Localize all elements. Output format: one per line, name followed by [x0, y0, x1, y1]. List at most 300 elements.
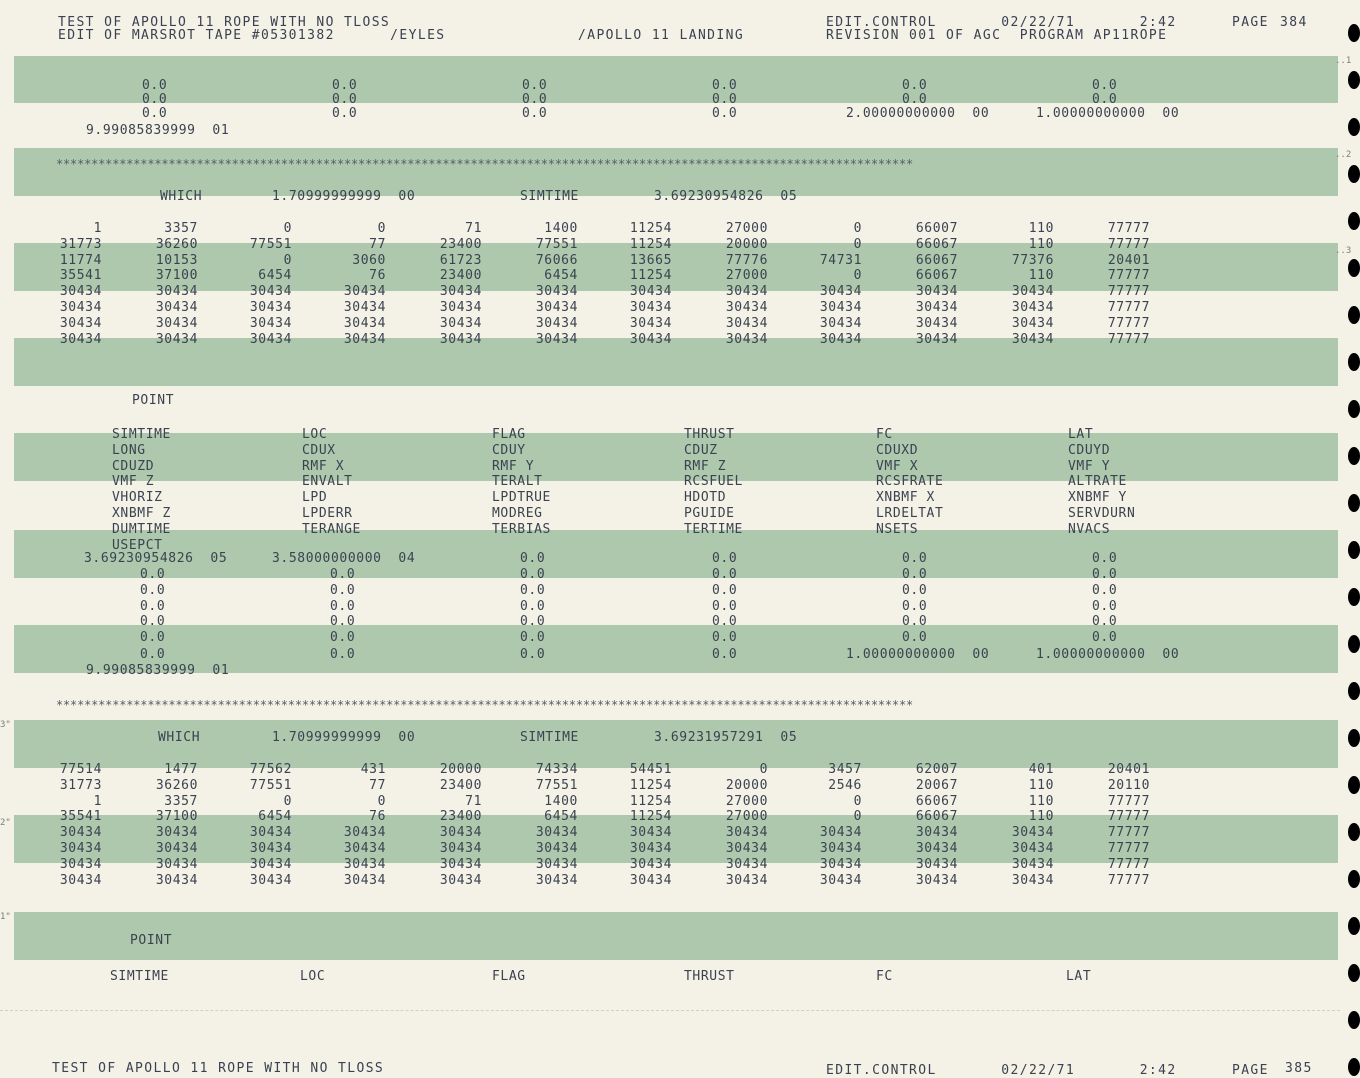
- table-cell: 77562: [249, 762, 292, 777]
- point-label: POINT: [130, 933, 173, 948]
- tractor-hole: [1348, 259, 1360, 277]
- table-cell: 30434: [535, 856, 578, 872]
- table-cell: 77777: [1107, 825, 1150, 841]
- table-cell: 30434: [155, 284, 198, 300]
- table-cell: 110: [1028, 236, 1054, 252]
- variable-label: LPD: [302, 490, 328, 506]
- table-cell: 36260: [155, 236, 198, 252]
- table-cell: 27000: [725, 809, 768, 825]
- table-cell: 77777: [1107, 236, 1150, 252]
- header-revision: REVISION 001 OF AGC PROGRAM AP11ROPE: [826, 28, 1168, 43]
- point-value: 0.0: [520, 647, 546, 662]
- tractor-hole: [1348, 917, 1360, 935]
- variable-label: CDUYD: [1068, 442, 1111, 458]
- table-cell: 30434: [249, 841, 292, 856]
- table-cell: 20401: [1107, 252, 1150, 268]
- variable-label: XNBMF Y: [1068, 490, 1127, 506]
- point-value: 0.0: [520, 614, 546, 630]
- float-value: 9.99085839999 01: [86, 123, 230, 138]
- table-cell: 77777: [1107, 300, 1150, 315]
- variable-label: LAT: [1068, 427, 1094, 442]
- table-cell: 30434: [1011, 856, 1054, 872]
- zero-value: 0.0: [332, 78, 358, 93]
- which-label: WHICH: [158, 730, 201, 745]
- table-cell: 66067: [915, 793, 958, 809]
- point-value: 0.0: [330, 630, 356, 646]
- table-cell: 23400: [439, 809, 482, 825]
- table-cell: 30434: [1011, 284, 1054, 300]
- variable-label: RCSFUEL: [684, 474, 743, 490]
- table-cell: 1400: [544, 221, 578, 236]
- table-cell: 30434: [439, 300, 482, 315]
- table-cell: 20000: [725, 777, 768, 793]
- table-cell: 30434: [59, 331, 102, 347]
- point-value: 0.0: [1092, 551, 1118, 566]
- table-cell: 30434: [249, 300, 292, 315]
- variable-label: SERVDURN: [1068, 506, 1136, 521]
- table-cell: 37100: [155, 268, 198, 284]
- point-value: 0.0: [1092, 582, 1118, 598]
- table-cell: 30434: [1011, 825, 1054, 841]
- tractor-hole: [1348, 964, 1360, 982]
- variable-label: VMF X: [876, 458, 919, 474]
- point-value: 0.0: [140, 614, 166, 630]
- table-cell: 30434: [439, 331, 482, 347]
- table-cell: 54451: [629, 762, 672, 777]
- table-cell: 77777: [1107, 856, 1150, 872]
- table-cell: 23400: [439, 268, 482, 284]
- variable-label: XNBMF X: [876, 490, 935, 506]
- table-cell: 66067: [915, 236, 958, 252]
- table-cell: 30434: [915, 856, 958, 872]
- tractor-hole: [1348, 776, 1360, 794]
- zero-value: 0.0: [142, 92, 168, 107]
- point-value: 0.0: [520, 598, 546, 614]
- tractor-hole: [1348, 71, 1360, 89]
- table-cell: 30434: [155, 315, 198, 331]
- table-cell: 1: [93, 793, 102, 809]
- which-value: 1.70999999999 00: [272, 189, 416, 204]
- which-label: WHICH: [160, 189, 203, 204]
- table-cell: 30434: [725, 284, 768, 300]
- table-cell: 30434: [819, 872, 862, 888]
- table-cell: 30434: [819, 315, 862, 331]
- table-cell: 0: [853, 793, 862, 809]
- point-value: 0.0: [520, 630, 546, 646]
- margin-tick: ..3: [1335, 246, 1352, 256]
- table-cell: 6454: [258, 809, 292, 825]
- zero-value: 0.0: [142, 106, 168, 121]
- point-value: 0.0: [520, 551, 546, 566]
- table-cell: 13665: [629, 252, 672, 268]
- tractor-hole: [1348, 306, 1360, 324]
- table-cell: 0: [283, 221, 292, 236]
- table-cell: 30434: [629, 300, 672, 315]
- variable-label: ENVALT: [302, 474, 353, 490]
- table-cell: 2546: [828, 777, 862, 793]
- variable-label: DUMTIME: [112, 521, 171, 537]
- table-cell: 30434: [915, 300, 958, 315]
- table-cell: 23400: [439, 236, 482, 252]
- tractor-hole: [1348, 823, 1360, 841]
- table-cell: 20000: [439, 762, 482, 777]
- table-cell: 3357: [164, 793, 198, 809]
- table-cell: 27000: [725, 268, 768, 284]
- table-cell: 77777: [1107, 331, 1150, 347]
- point-value: 0.0: [712, 582, 738, 598]
- table-cell: 30434: [439, 841, 482, 856]
- margin-tick: ..2: [1335, 150, 1352, 160]
- float-value: 9.99085839999 01: [86, 663, 230, 678]
- table-cell: 30434: [915, 841, 958, 856]
- table-cell: 77776: [725, 252, 768, 268]
- variable-label: SIMTIME: [112, 427, 171, 442]
- table-cell: 71: [465, 793, 482, 809]
- variable-label: FLAG: [492, 427, 526, 442]
- table-cell: 30434: [343, 284, 386, 300]
- table-cell: 66007: [915, 221, 958, 236]
- table-cell: 30434: [155, 872, 198, 888]
- tractor-hole: [1348, 118, 1360, 136]
- variable-label: THRUST: [684, 427, 735, 442]
- tractor-hole: [1348, 635, 1360, 653]
- table-cell: 74731: [819, 252, 862, 268]
- table-cell: 0: [853, 221, 862, 236]
- table-cell: 30434: [535, 284, 578, 300]
- variable-label: SIMTIME: [110, 969, 169, 984]
- tractor-hole: [1348, 1058, 1360, 1076]
- table-cell: 30434: [629, 284, 672, 300]
- table-cell: 30434: [629, 872, 672, 888]
- table-cell: 30434: [249, 315, 292, 331]
- variable-label: FC: [876, 427, 893, 442]
- table-cell: 30434: [343, 841, 386, 856]
- table-cell: 30434: [725, 872, 768, 888]
- table-cell: 20401: [1107, 762, 1150, 777]
- table-cell: 76066: [535, 252, 578, 268]
- table-cell: 30434: [155, 856, 198, 872]
- table-cell: 77: [369, 236, 386, 252]
- table-cell: 76: [369, 268, 386, 284]
- table-cell: 30434: [1011, 872, 1054, 888]
- table-cell: 3060: [352, 252, 386, 268]
- point-value: 0.0: [1092, 630, 1118, 646]
- table-cell: 0: [283, 793, 292, 809]
- table-cell: 110: [1028, 221, 1054, 236]
- table-cell: 0: [759, 762, 768, 777]
- table-cell: 30434: [819, 331, 862, 347]
- variable-label: NSETS: [876, 521, 919, 537]
- table-cell: 30434: [1011, 331, 1054, 347]
- point-value: 0.0: [140, 647, 166, 662]
- tractor-hole: [1348, 870, 1360, 888]
- variable-label: LPDERR: [302, 506, 353, 521]
- tractor-hole: [1348, 729, 1360, 747]
- table-cell: 431: [360, 762, 386, 777]
- point-value: 0.0: [330, 647, 356, 662]
- table-cell: 30434: [343, 315, 386, 331]
- point-value: 0.0: [330, 614, 356, 630]
- table-cell: 37100: [155, 809, 198, 825]
- table-cell: 77777: [1107, 284, 1150, 300]
- variable-label: TERANGE: [302, 521, 361, 537]
- variable-label: RMF Z: [684, 458, 727, 474]
- table-cell: 30434: [249, 331, 292, 347]
- table-cell: 30434: [439, 856, 482, 872]
- variable-label: TERBIAS: [492, 521, 551, 537]
- point-value: 0.0: [520, 582, 546, 598]
- table-cell: 66067: [915, 252, 958, 268]
- table-cell: 77551: [249, 777, 292, 793]
- variable-label: LONG: [112, 442, 146, 458]
- tractor-hole: [1348, 682, 1360, 700]
- table-cell: 30434: [819, 825, 862, 841]
- table-cell: 30434: [155, 331, 198, 347]
- table-cell: 6454: [544, 809, 578, 825]
- point-value: 0.0: [712, 598, 738, 614]
- variable-label: LOC: [300, 969, 326, 984]
- table-cell: 30434: [59, 300, 102, 315]
- table-cell: 30434: [155, 841, 198, 856]
- table-cell: 30434: [819, 841, 862, 856]
- point-value: 0.0: [1092, 598, 1118, 614]
- zero-value: 0.0: [522, 78, 548, 93]
- variable-label: HDOTD: [684, 490, 727, 506]
- table-cell: 3357: [164, 221, 198, 236]
- table-cell: 62007: [915, 762, 958, 777]
- zero-value: 0.0: [142, 78, 168, 93]
- table-cell: 1477: [164, 762, 198, 777]
- table-cell: 30434: [343, 300, 386, 315]
- point-value: 0.0: [520, 567, 546, 582]
- greenbar-band: [14, 433, 1338, 481]
- header-center-title: /APOLLO 11 LANDING: [578, 28, 745, 43]
- table-cell: 77777: [1107, 841, 1150, 856]
- table-cell: 36260: [155, 777, 198, 793]
- float-value: 1.00000000000 00: [846, 647, 990, 662]
- simtime-label: SIMTIME: [520, 730, 579, 745]
- table-cell: 77551: [535, 236, 578, 252]
- table-cell: 30434: [725, 841, 768, 856]
- variable-label: VMF Z: [112, 474, 155, 490]
- point-value: 0.0: [902, 582, 928, 598]
- table-cell: 20000: [725, 236, 768, 252]
- table-cell: 30434: [725, 300, 768, 315]
- zero-value: 0.0: [902, 78, 928, 93]
- table-cell: 30434: [249, 825, 292, 841]
- table-cell: 30434: [915, 825, 958, 841]
- table-cell: 30434: [1011, 841, 1054, 856]
- variable-label: THRUST: [684, 969, 735, 984]
- table-cell: 6454: [258, 268, 292, 284]
- point-value: 0.0: [712, 567, 738, 582]
- variable-label: TERTIME: [684, 521, 743, 537]
- point-value: 0.0: [902, 598, 928, 614]
- table-cell: 77514: [59, 762, 102, 777]
- variable-label: FC: [876, 969, 893, 984]
- variable-label: LRDELTAT: [876, 506, 944, 521]
- table-cell: 30434: [439, 872, 482, 888]
- table-cell: 30434: [725, 331, 768, 347]
- footer-edit-control: EDIT.CONTROL 02/22/71 2:42 PAGE: [826, 1063, 1269, 1078]
- zero-value: 0.0: [712, 92, 738, 107]
- variable-label: CDUZD: [112, 458, 155, 474]
- point-value: 0.0: [1092, 614, 1118, 630]
- table-cell: 30434: [1011, 300, 1054, 315]
- point-value: 0.0: [902, 567, 928, 582]
- table-cell: 76: [369, 809, 386, 825]
- variable-label: MODREG: [492, 506, 543, 521]
- table-cell: 1400: [544, 793, 578, 809]
- table-cell: 30434: [535, 872, 578, 888]
- point-value: 0.0: [712, 614, 738, 630]
- table-cell: 30434: [343, 872, 386, 888]
- zero-value: 0.0: [712, 78, 738, 93]
- variable-label: LPDTRUE: [492, 490, 551, 506]
- table-cell: 77777: [1107, 221, 1150, 236]
- point-label: POINT: [132, 393, 175, 408]
- table-cell: 77777: [1107, 809, 1150, 825]
- table-cell: 0: [283, 252, 292, 268]
- zero-value: 0.0: [522, 92, 548, 107]
- table-cell: 401: [1028, 762, 1054, 777]
- tractor-hole: [1348, 212, 1360, 230]
- table-cell: 11774: [59, 252, 102, 268]
- table-cell: 30434: [629, 331, 672, 347]
- variable-label: XNBMF Z: [112, 506, 171, 521]
- variable-label: CDUZ: [684, 442, 718, 458]
- tractor-hole: [1348, 494, 1360, 512]
- greenbar-band: [14, 56, 1338, 103]
- point-value: 0.0: [140, 630, 166, 646]
- table-cell: 11254: [629, 268, 672, 284]
- variable-label: CDUXD: [876, 442, 919, 458]
- which-value: 1.70999999999 00: [272, 730, 416, 745]
- table-cell: 77777: [1107, 793, 1150, 809]
- page-number: 384: [1280, 15, 1308, 30]
- table-cell: 30434: [629, 825, 672, 841]
- point-value: 0.0: [902, 630, 928, 646]
- variable-label: RMF X: [302, 458, 345, 474]
- table-cell: 30434: [249, 872, 292, 888]
- variable-label: TERALT: [492, 474, 543, 490]
- star-separator: **************************************************************************************************************************: [56, 698, 914, 712]
- header-edit-control: EDIT.CONTROL 02/22/71 2:42 PAGE: [826, 15, 1269, 30]
- table-cell: 23400: [439, 777, 482, 793]
- point-value: 0.0: [712, 551, 738, 566]
- table-cell: 110: [1028, 268, 1054, 284]
- table-cell: 30434: [915, 284, 958, 300]
- table-cell: 30434: [725, 315, 768, 331]
- table-cell: 0: [853, 236, 862, 252]
- zero-value: 0.0: [1092, 78, 1118, 93]
- table-cell: 30434: [59, 872, 102, 888]
- table-cell: 30434: [155, 825, 198, 841]
- table-cell: 110: [1028, 777, 1054, 793]
- table-cell: 30434: [343, 825, 386, 841]
- point-value: 0.0: [902, 551, 928, 566]
- variable-label: PGUIDE: [684, 506, 735, 521]
- variable-label: FLAG: [492, 969, 526, 984]
- table-cell: 77777: [1107, 872, 1150, 888]
- table-cell: 30434: [819, 284, 862, 300]
- variable-label: RMF Y: [492, 458, 535, 474]
- table-cell: 30434: [59, 841, 102, 856]
- table-cell: 27000: [725, 221, 768, 236]
- variable-label: CDUX: [302, 442, 336, 458]
- table-cell: 31773: [59, 236, 102, 252]
- simtime-value: 3.69231957291 05: [654, 730, 798, 745]
- table-cell: 27000: [725, 793, 768, 809]
- point-value: 3.69230954826 05: [84, 551, 228, 566]
- table-cell: 35541: [59, 268, 102, 284]
- star-separator: **************************************************************************************************************************: [56, 157, 914, 171]
- table-cell: 30434: [535, 331, 578, 347]
- table-cell: 30434: [343, 331, 386, 347]
- table-cell: 30434: [439, 315, 482, 331]
- page-perforation: [0, 1010, 1340, 1011]
- margin-tick: 2": [0, 818, 11, 828]
- simtime-value: 3.69230954826 05: [654, 189, 798, 204]
- point-value: 0.0: [330, 582, 356, 598]
- table-cell: 30434: [535, 315, 578, 331]
- table-cell: 77551: [249, 236, 292, 252]
- table-cell: 30434: [915, 331, 958, 347]
- zero-value: 0.0: [332, 92, 358, 107]
- zero-value: 0.0: [712, 106, 738, 121]
- table-cell: 11254: [629, 221, 672, 236]
- table-cell: 30434: [59, 825, 102, 841]
- tractor-hole: [1348, 165, 1360, 183]
- zero-value: 0.0: [522, 106, 548, 121]
- variable-label: VMF Y: [1068, 458, 1111, 474]
- table-cell: 0: [853, 268, 862, 284]
- footer-title: TEST OF APOLLO 11 ROPE WITH NO TLOSS: [52, 1061, 385, 1076]
- table-cell: 6454: [544, 268, 578, 284]
- table-cell: 66067: [915, 268, 958, 284]
- variable-label: LAT: [1066, 969, 1092, 984]
- table-cell: 11254: [629, 236, 672, 252]
- footer-page-number: 385: [1285, 1061, 1313, 1076]
- table-cell: 30434: [249, 856, 292, 872]
- variable-label: LOC: [302, 427, 328, 442]
- table-cell: 30434: [725, 856, 768, 872]
- margin-tick: 3": [0, 720, 11, 730]
- table-cell: 30434: [535, 300, 578, 315]
- table-cell: 30434: [915, 315, 958, 331]
- table-cell: 77376: [1011, 252, 1054, 268]
- zero-value: 0.0: [332, 106, 358, 121]
- variable-label: ALTRATE: [1068, 474, 1127, 490]
- point-value: 0.0: [330, 567, 356, 582]
- table-cell: 0: [853, 809, 862, 825]
- table-cell: 20110: [1107, 777, 1150, 793]
- variable-label: CDUY: [492, 442, 526, 458]
- point-value: 0.0: [902, 614, 928, 630]
- zero-value: 0.0: [1092, 92, 1118, 107]
- tractor-hole: [1348, 353, 1360, 371]
- point-value: 0.0: [1092, 567, 1118, 582]
- tractor-hole: [1348, 588, 1360, 606]
- table-cell: 110: [1028, 793, 1054, 809]
- table-cell: 110: [1028, 809, 1054, 825]
- table-cell: 30434: [535, 841, 578, 856]
- table-cell: 10153: [155, 252, 198, 268]
- header-subtitle: EDIT OF MARSROT TAPE #05301382 /EYLES: [58, 28, 446, 43]
- table-cell: 30434: [59, 856, 102, 872]
- point-value: 0.0: [712, 647, 738, 662]
- variable-label: NVACS: [1068, 521, 1111, 537]
